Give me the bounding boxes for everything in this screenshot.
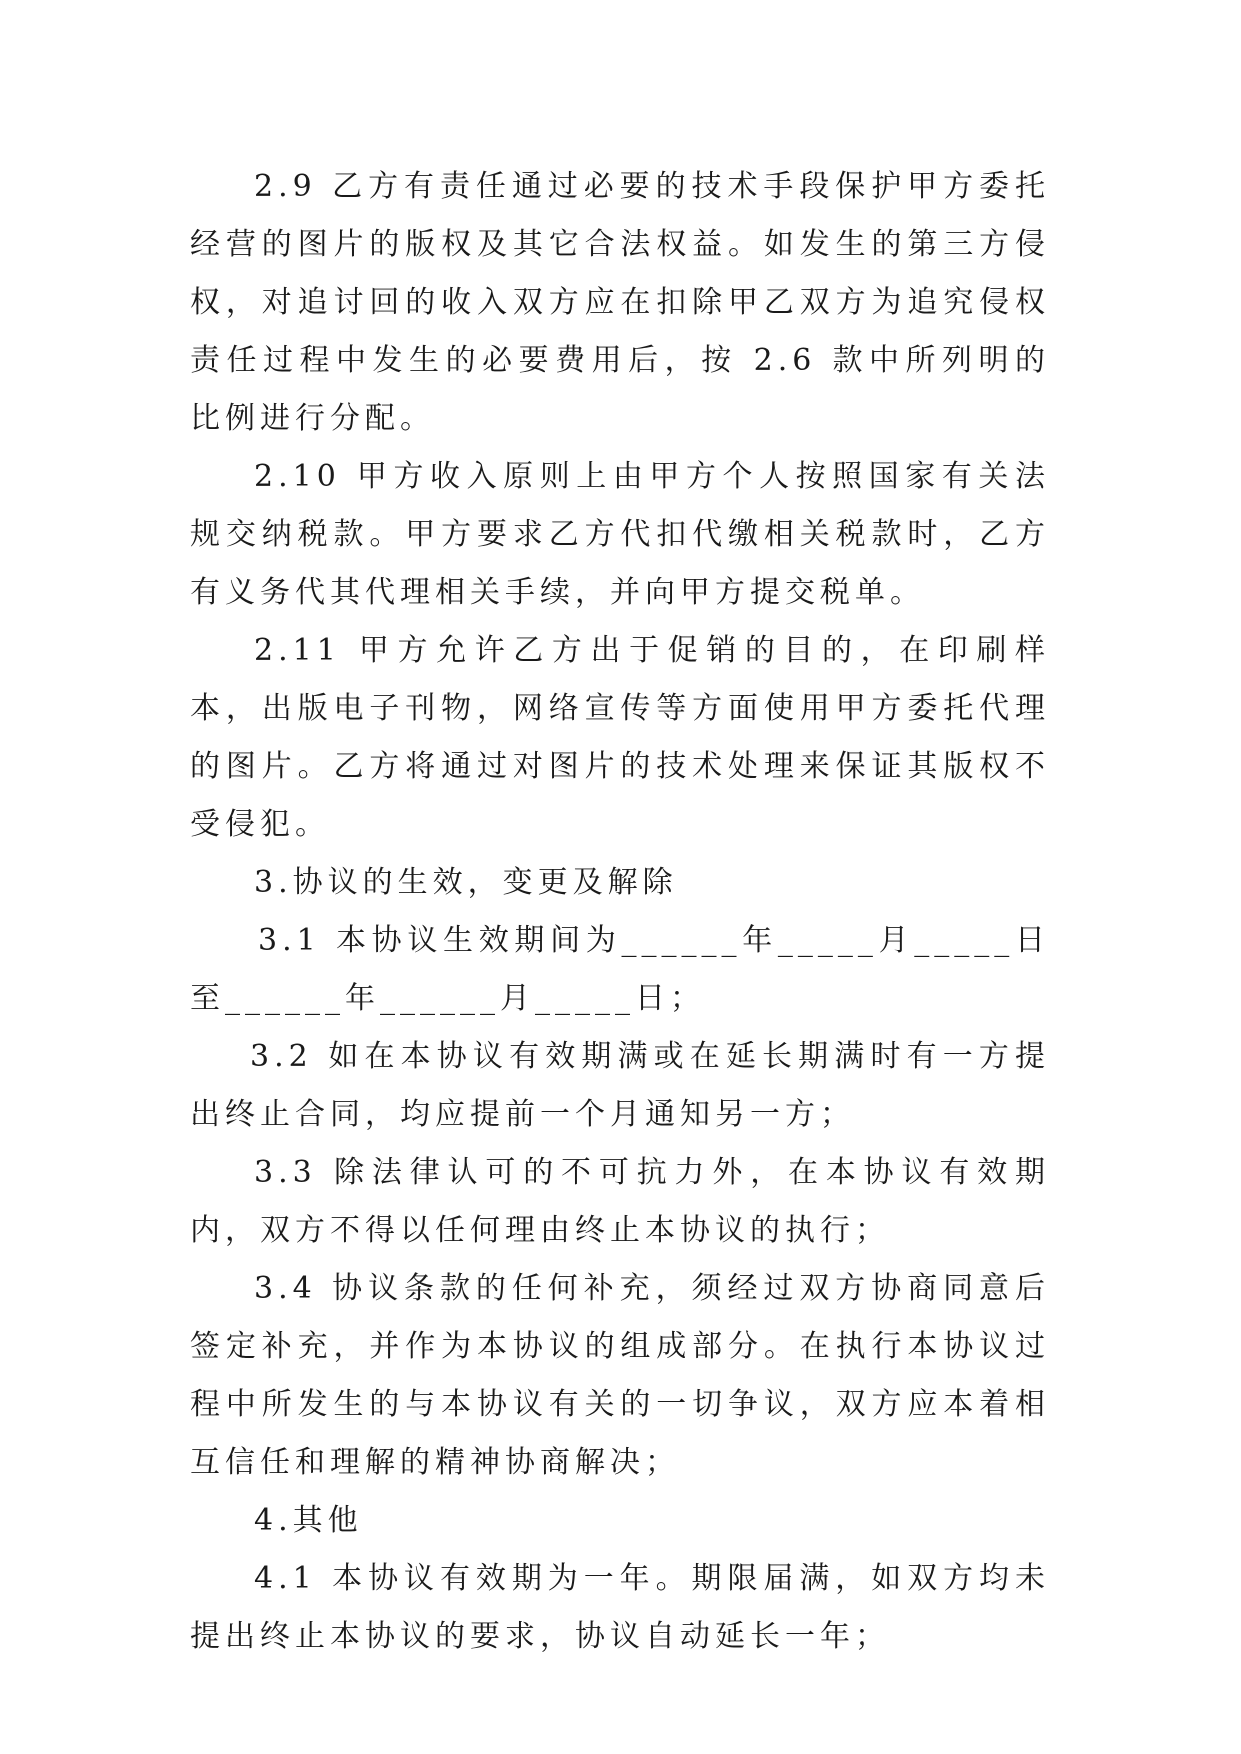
clause-3-1: 3.1 本协议生效期间为______年_____月_____日至______年______月_____日； (190, 923, 1050, 1016)
clause-2-9: 2.9 乙方有责任通过必要的技术手段保护甲方委托经营的图片的版权及其它合法权益。如发生的第三方侵权，对追讨回的收入双方应在扣除甲乙双方为追究侵权责任过程中发生的必要费用后，按 2.6 款中所列明的比例进行分配。 (190, 169, 1050, 436)
section-heading-3: 3.协议的生效，变更及解除 (254, 865, 678, 900)
clause-3-4: 3.4 协议条款的任何补充，须经过双方协商同意后签定补充，并作为本协议的组成部分。在执行本协议过程中所发生的与本协议有关的一切争议，双方应本着相互信任和理解的精神协商解决； (190, 1271, 1050, 1480)
clause-3-2: 3.2 如在本协议有效期满或在延长期满时有一方提出终止合同，均应提前一个月通知另一方； (190, 1039, 1050, 1132)
clause-2-10: 2.10 甲方收入原则上由甲方个人按照国家有关法规交纳税款。甲方要求乙方代扣代缴相关税款时，乙方有义务代其代理相关手续，并向甲方提交税单。 (190, 459, 1050, 610)
clause-2-11: 2.11 甲方允许乙方出于促销的目的，在印刷样本，出版电子刊物，网络宣传等方面使用甲方委托代理的图片。乙方将通过对图片的技术处理来保证其版权不受侵犯。 (190, 633, 1050, 842)
section-heading-4: 4.其他 (254, 1503, 363, 1538)
clause-3-3: 3.3 除法律认可的不可抗力外，在本协议有效期内，双方不得以任何理由终止本协议的执行； (190, 1155, 1050, 1248)
document-body (190, 158, 1050, 1666)
clause-4-1: 4.1 本协议有效期为一年。期限届满，如双方均未提出终止本协议的要求，协议自动延长一年； (190, 1561, 1050, 1654)
